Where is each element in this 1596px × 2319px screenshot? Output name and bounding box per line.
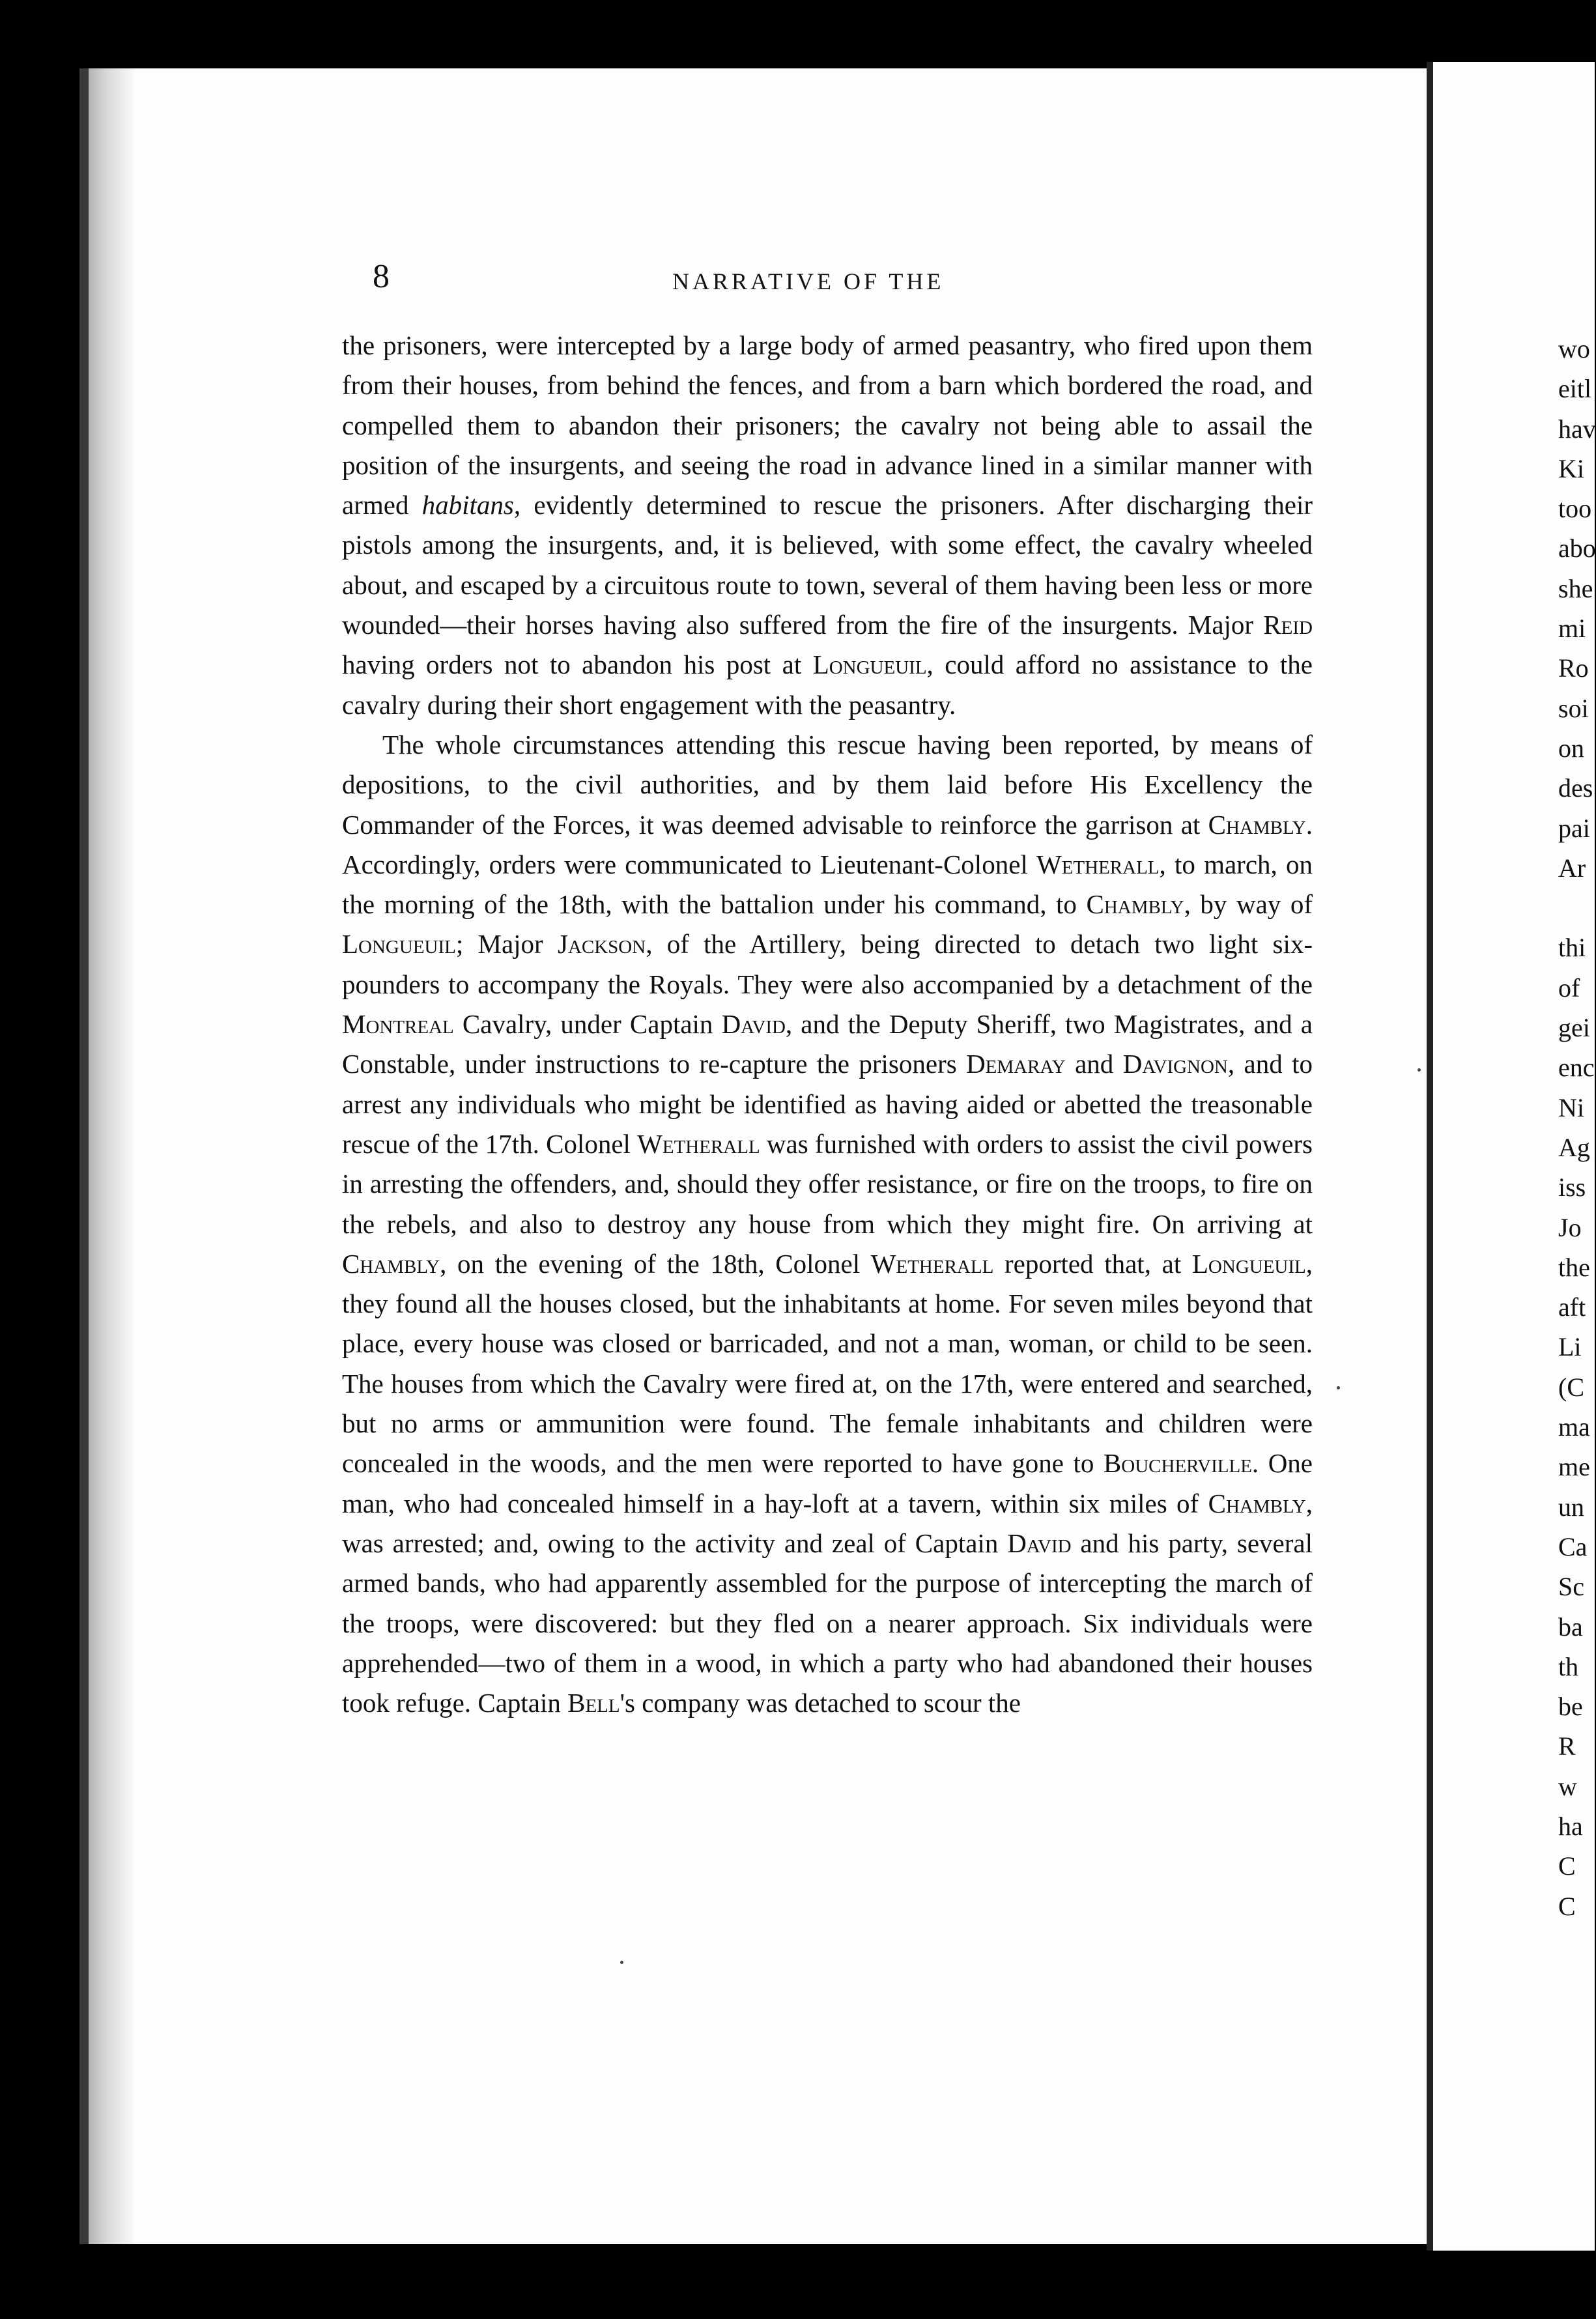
place-chambly: Chambly [342,1248,440,1279]
facing-page-line: Ni [1558,1092,1584,1122]
text-run: , by way of [1184,889,1313,920]
facing-page-line: Ag [1558,1132,1590,1162]
place-chambly: Chambly [1086,889,1184,920]
text-run: and [1065,1049,1123,1079]
text-run: and his party, several armed bands, who had apparently assembled for the purpose of intercepting the march of the troops, were discovered: but they fled on a nearer approach. Six individuals were apprehended—two of them in a wood, in which a party who had abandoned their houses took refuge. Captain [342,1528,1313,1718]
facing-page-line: w [1558,1771,1577,1801]
name-wetherall: Wetherall [1036,849,1160,879]
text-run: , on the evening of the 18th, Colonel [440,1248,871,1279]
name-david: David [721,1009,786,1040]
facing-page-line: mi [1558,614,1586,644]
facing-page-line: th [1558,1651,1579,1681]
speck [1337,1386,1340,1389]
text-run: was furnished with orders to assist the civil powers in arresting the offenders, and, should they offer resistance, or fire on the troops, to fire on the rebels, and also to destroy any house from which they might fire. On arriving at [342,1128,1313,1239]
paragraph-1 [342,326,1313,725]
text-run: having orders not to abandon his post at [342,649,813,680]
text-run: , and the Deputy Sheriff, two Magistrates, and a Constable, under instructions to re-capture the prisoners [342,1009,1313,1079]
paragraph-gap [1558,888,1596,928]
name-wetherall: Wetherall [637,1128,760,1159]
text-run: Cavalry, under Captain [453,1009,722,1040]
name-reid: Reid [1263,610,1313,640]
text-run: , of the Artillery, being directed to detach two light six-pounders to accompany the Royals. They were also accompanied by a detachment of the [342,929,1313,999]
facing-page-line: gei [1558,1013,1590,1043]
facing-page-line: of [1558,973,1580,1003]
running-head: NARRATIVE OF THE [672,268,945,294]
facing-page-text [1558,329,1596,1926]
text-run: the prisoners, were intercepted by a large body of armed peasantry, who fired upon them from their houses, from behind the fences, and from a barn which bordered the road, and compelled them to abandon their prisoners; the cavalry not being able to assail the position of the insurgents, and seeing the road in advance lined in a similar manner with armed [342,330,1313,520]
facing-page-line: ma [1558,1412,1590,1442]
text-run: , was arrested; and, owing to the activity and zeal of Captain [342,1488,1313,1558]
facing-page-line: Ro [1558,653,1589,683]
name-wetherall: Wetherall [870,1248,994,1279]
italic-text: habitans [421,490,514,520]
facing-page-top-lines [1558,329,1596,888]
facing-page-line: hav [1558,414,1596,444]
facing-page-line: aft [1558,1292,1586,1322]
facing-page-line: she [1558,573,1593,603]
name-bell: Bell [567,1688,620,1718]
facing-page-line: Ar [1558,853,1586,883]
name-jackson: Jackson [557,929,646,960]
facing-page-line: me [1558,1452,1590,1482]
speck [620,1961,623,1964]
place-chambly: Chambly [1208,1488,1306,1518]
text-run: . Accordingly, orders were communicated to Lieutenant-Colonel [342,809,1313,879]
facing-page-line: the [1558,1252,1590,1282]
facing-page-line: wo [1558,334,1590,363]
place-montreal: Montreal [342,1009,454,1040]
text-run: , and to arrest any individuals who might be identified as having aided or abetted the treasonable rescue of the 17th. Colonel [342,1049,1313,1159]
facing-page-line: (C [1558,1372,1584,1402]
text-run: The whole circumstances attending this rescue having been reported, by means of depositions, to the civil authorities, and by them laid before His Excellency the Commander of the Forces, it was deemed advisable to reinforce the garrison at [342,729,1313,840]
facing-page-line: C [1558,1891,1576,1921]
facing-page-line: soi [1558,693,1589,723]
name-davignon: Davignon [1122,1049,1228,1079]
facing-page-line: on [1558,733,1584,763]
facing-page-line: iss [1558,1173,1586,1202]
facing-page-line: un [1558,1492,1584,1522]
place-longueuil: Longueuil [342,929,456,960]
text-run: , could afford no assistance to the cavalry during their short engagement with the peasantry. [342,649,1313,720]
text-run: ; Major [455,929,558,960]
facing-page-line: C [1558,1851,1576,1881]
text-run: 's company was detached to scour the [620,1688,1021,1718]
speck [1418,1068,1421,1072]
place-longueuil: Longueuil [1191,1248,1306,1279]
place-longueuil: Longueuil [812,649,927,680]
facing-page-line: be [1558,1692,1583,1722]
body-text [342,326,1313,1723]
facing-page-line: abo [1558,534,1596,563]
facing-page-line: ba [1558,1612,1583,1642]
text-run: reported that, at [993,1248,1192,1279]
place-boucherville: Boucherville [1103,1448,1252,1479]
page-header [373,257,1324,303]
facing-page-line: Li [1558,1332,1582,1362]
facing-page-line: thi [1558,933,1586,963]
facing-page-bottom-lines [1558,928,1596,1926]
facing-page-line: too [1558,494,1592,524]
text-run: , evidently determined to rescue the prisoners. After discharging their pistols among the insurgents, and, it is believed, with some effect, the cavalry wheeled about, and escaped by a circuitous route to town, several of them having been less or more wounded—their horses having also suffered from the fire of the insurgents. Major [342,490,1313,640]
name-david: David [1007,1528,1072,1558]
facing-page-line: Sc [1558,1572,1584,1602]
facing-page-line: des [1558,773,1593,803]
name-demaray: Demaray [966,1049,1066,1079]
text-run: , they found all the houses closed, but the inhabitants at home. For seven miles beyond that place, every house was closed or barricaded, and not a man, woman, or child to be seen. The houses from which the Cavalry were fired at, on the 17th, were entered and searched, but no arms or ammunition were found. The female inhabitants and children were concealed in the woods, and the men were reported to have gone to [342,1248,1313,1479]
facing-page-line: enc [1558,1053,1595,1083]
paragraph-2 [342,725,1313,1723]
text-run: , to march, on the morning of the 18th, with the battalion under his command, to [342,849,1313,920]
facing-page-line: Ca [1558,1531,1588,1561]
facing-page-line: R [1558,1731,1576,1761]
facing-page-line: pai [1558,813,1590,843]
facing-page-line: Jo [1558,1212,1582,1242]
facing-page-line: eitl [1558,374,1592,404]
text-run: . One man, who had concealed himself in a hay-loft at a tavern, within six miles of [342,1448,1313,1518]
facing-page-line: Ki [1558,453,1584,483]
facing-page-line: ha [1558,1811,1583,1841]
place-chambly: Chambly [1208,809,1306,840]
page-number: 8 [373,258,390,295]
